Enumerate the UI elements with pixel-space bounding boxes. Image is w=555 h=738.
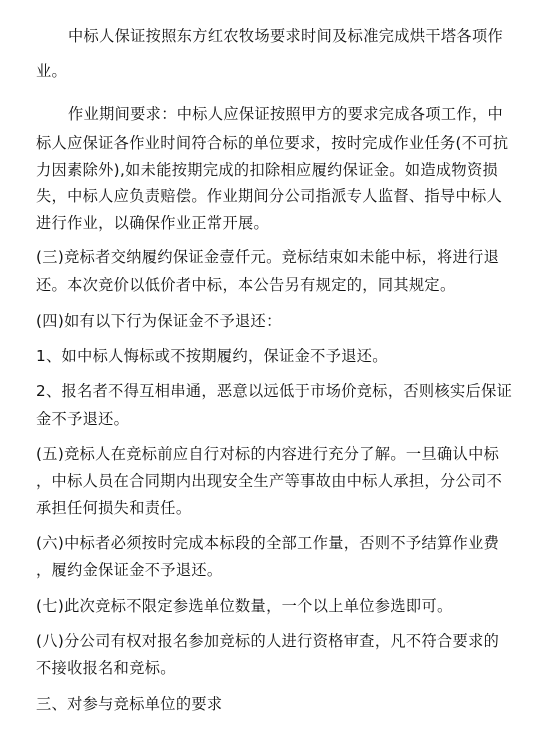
text-line: (五)竞标人在竞标前应自行对标的内容进行充分了解。一旦确认中标 xyxy=(36,445,500,463)
text-line: 2、报名者不得互相串通，恶意以远低于市场价竞标，否则核实后保证 xyxy=(36,382,513,400)
text-line: 三、对参与竞标单位的要求 xyxy=(36,695,223,713)
text-line: 承担任何损失和责任。 xyxy=(36,499,192,517)
text-line: 标人应保证各作业时间符合标的单位要求，按时完成作业任务(不可抗 xyxy=(36,134,509,152)
text-line: (六)中标者必须按时完成本标段的全部工作量，否则不予结算作业费 xyxy=(36,534,500,552)
text-line: 业。 xyxy=(36,62,68,80)
text-line: 失，中标人应负责赔偿。作业期间分公司指派专人监督、指导中标人 xyxy=(36,187,503,205)
text-line: (三)竞标者交纳履约保证金壹仟元。竞标结束如未能中标，将进行退 xyxy=(36,248,500,266)
text-line: 还。本次竞价以低价者中标，本公告另有规定的，同其规定。 xyxy=(36,276,456,294)
text-line: 中标人保证按照东方红农牧场要求时间及标准完成烘干塔各项作 xyxy=(68,27,504,45)
text-line: (四)如有以下行为保证金不予退还： xyxy=(36,312,282,330)
text-line: 不接收报名和竞标。 xyxy=(36,659,176,677)
text-line: 进行作业，以确保作业正常开展。 xyxy=(36,214,270,232)
text-line: 金不予退还。 xyxy=(36,410,130,428)
text-line: (七)此次竞标不限定参选单位数量，一个以上单位参选即可。 xyxy=(36,597,453,615)
text-line: 1、如中标人悔标或不按期履约，保证金不予退还。 xyxy=(36,347,388,365)
text-line: ，履约金保证金不予退还。 xyxy=(36,561,223,579)
text-line: 作业期间要求：中标人应保证按照甲方的要求完成各项工作，中 xyxy=(68,105,504,123)
text-line: ，中标人员在合同期内出现安全生产等事故由中标人承担，分公司不 xyxy=(36,472,503,490)
text-line: 力因素除外),如未能按期完成的扣除相应履约保证金。如造成物资损 xyxy=(36,161,499,179)
text-line: (八)分公司有权对报名参加竞标的人进行资格审查，凡不符合要求的 xyxy=(36,632,500,650)
